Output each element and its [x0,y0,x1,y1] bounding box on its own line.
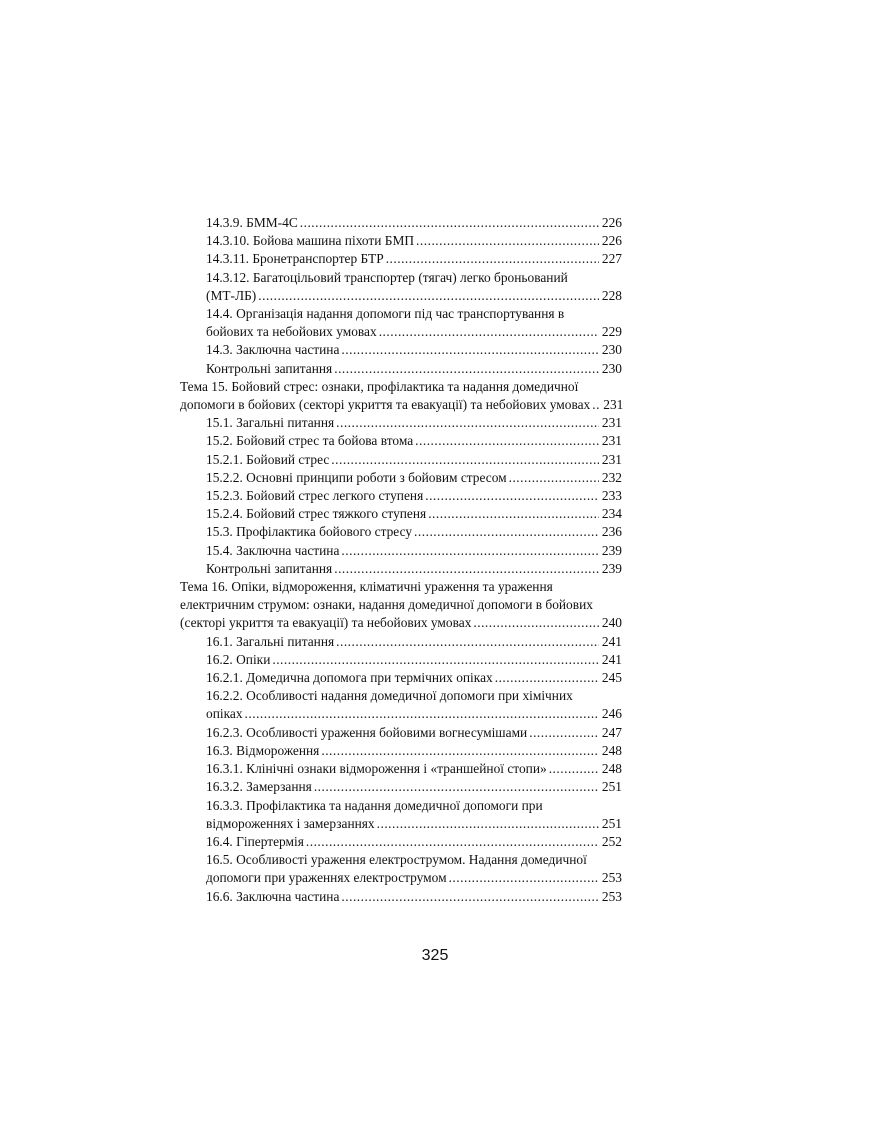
toc-entry-title: 15.3. Профілактика бойового стресу [206,524,413,540]
dot-leader [416,232,599,250]
toc-entry[interactable] [180,214,622,232]
dot-leader [314,778,599,796]
toc-entry-title-line: 16.2.2. Особливості надання домедичної допомоги при хімічних [206,688,573,704]
toc-page-number: 234 [601,506,622,522]
toc-entry-line [206,888,622,906]
toc-entry-title: 16.3.1. Клінічні ознаки відмороження і «траншейної стопи» [206,761,547,777]
toc-entry-title: 14.3.10. Бойова машина піхоти БМП [206,233,415,249]
toc-page-number: 248 [601,742,622,758]
toc-page-number: 229 [601,324,622,340]
toc-page-number: 241 [601,633,622,649]
toc-entry-line [206,833,622,851]
toc-entry-title: 16.2.1. Домедична допомога при термічних опіках [206,670,493,686]
toc-entry-line [206,669,622,687]
toc-entry-title: 16.2.3. Особливості ураження бойовими вогнесумішами [206,724,528,740]
toc-entry[interactable] [180,724,622,742]
toc-entry-line [206,360,622,378]
toc-entry-line [206,869,622,887]
dot-leader [415,432,599,450]
toc-entry-line [206,633,622,651]
dot-leader [321,742,599,760]
dot-leader [592,396,600,414]
toc-entry-line [206,323,622,341]
toc-entry-title: 15.1. Загальні питання [206,415,335,431]
toc-entry[interactable] [180,888,622,906]
dot-leader [379,323,599,341]
toc-entry-title: 16.4. Гіпертермія [206,833,304,849]
toc-entry-title-line: Тема 15. Бойовий стрес: ознаки, профілактика та надання домедичної [180,378,579,394]
dot-leader [300,214,599,232]
toc-entry-line [206,414,622,432]
dot-leader [529,724,599,742]
toc-entry-title-line: 14.3.12. Багатоцільовий транспортер (тягач) легко броньований [206,269,568,285]
dot-leader [341,888,599,906]
toc-page-number: 251 [601,779,622,795]
toc-entry-title: опіках [206,706,243,722]
toc-entry-title-line: Тема 16. Опіки, відмороження, кліматичні ураження та ураження [180,579,553,595]
toc-entry-line [206,742,622,760]
dot-leader [336,414,599,432]
dot-leader [428,505,599,523]
toc-entry-title: відмороженнях і замерзаннях [206,815,375,831]
toc-entry-line [206,542,622,560]
toc-entry[interactable] [180,250,622,268]
toc-page-number: 241 [601,651,622,667]
toc-entry-line [206,451,622,469]
toc-entry[interactable] [180,341,622,359]
toc-entry-line [180,614,622,632]
toc-entry[interactable] [180,451,622,469]
toc-page-number: 240 [601,615,622,631]
toc-entry[interactable] [180,523,622,541]
toc-entry[interactable] [180,360,622,378]
toc-entry-line [206,341,622,359]
toc-entry-line [206,705,622,723]
toc-entry-line [206,232,622,250]
toc-page-number: 247 [601,724,622,740]
toc-entry-title: 16.1. Загальні питання [206,633,335,649]
toc-entry-title: бойових та небойових умовах [206,324,377,340]
toc-page-number: 245 [601,670,622,686]
dot-leader [377,815,599,833]
dot-leader [306,833,599,851]
toc-entry[interactable] [180,633,622,651]
dot-leader [334,560,599,578]
toc-entry-line [180,396,622,414]
dot-leader [336,633,599,651]
dot-leader [549,760,599,778]
toc-entry[interactable] [180,505,622,523]
toc-entry-title: 15.2.2. Основні принципи роботи з бойовим стресом [206,469,507,485]
toc-entry[interactable] [180,778,622,796]
toc-entry[interactable] [180,797,622,833]
toc-page-number: 228 [601,287,622,303]
toc-entry-title: 16.6. Заключна частина [206,888,340,904]
toc-entry-title: 14.3.11. Бронетранспортер БТР [206,251,384,267]
toc-entry-title: 15.2.3. Бойовий стрес легкого ступеня [206,488,424,504]
toc-entry[interactable] [180,232,622,250]
toc-entry[interactable] [180,687,622,723]
toc-entry[interactable] [180,669,622,687]
dot-leader [245,705,599,723]
toc-entry[interactable] [180,469,622,487]
toc-page-number: 251 [601,815,622,831]
toc-entry[interactable] [180,833,622,851]
dot-leader [341,341,599,359]
toc-page-number: 227 [601,251,622,267]
toc-entry-title: Контрольні запитання [206,560,333,576]
toc-entry-title: 15.2. Бойовий стрес та бойова втома [206,433,414,449]
toc-page-number: 226 [601,215,622,230]
toc-entry-title: 14.3. Заключна частина [206,342,340,358]
toc-entry-line [206,214,622,232]
dot-leader [473,614,599,632]
toc-entry-line [206,724,622,742]
toc-entry[interactable] [180,578,622,633]
toc-entry-line [206,760,622,778]
toc-entry[interactable] [180,542,622,560]
toc-page-number: 239 [601,542,622,558]
toc-entry[interactable] [180,742,622,760]
toc-page-number: 232 [601,469,622,485]
dot-leader [509,469,599,487]
toc-entry-title: 16.2. Опіки [206,651,271,667]
toc-page-number: 246 [601,706,622,722]
toc-entry[interactable] [180,305,622,341]
toc-page-number: 236 [601,524,622,540]
dot-leader [331,451,599,469]
toc-entry-line [206,250,622,268]
toc-entry[interactable] [180,269,622,305]
toc-page-number: 230 [601,360,622,376]
toc-entry-title-line: 14.4. Організація надання допомоги під час транспортування в [206,306,565,322]
dot-leader [272,651,599,669]
toc-page-number: 239 [601,560,622,576]
toc-entry-line [206,487,622,505]
dot-leader [414,523,599,541]
toc-page-number: 226 [601,233,622,249]
toc-entry[interactable] [180,414,622,432]
dot-leader [449,869,599,887]
toc-page-number: 231 [601,415,622,431]
toc-entry-title: Контрольні запитання [206,360,333,376]
dot-leader [386,250,599,268]
toc-entry-line [206,505,622,523]
toc-entry-line [206,523,622,541]
toc-entry-line [206,815,622,833]
toc-page-number: 252 [601,833,622,849]
toc-entry-line [206,469,622,487]
toc-entry[interactable] [180,760,622,778]
toc-entry-title: 14.3.9. БММ-4С [206,215,298,230]
dot-leader [341,542,599,560]
toc-entry[interactable] [180,432,622,450]
table-of-contents [180,214,622,906]
toc-page-number: 231 [601,451,622,467]
toc-page-number: 231 [601,433,622,449]
toc-page-number: 248 [601,761,622,777]
toc-entry[interactable] [180,851,622,887]
page-number: 325 [421,947,449,964]
toc-page-number: 253 [601,870,622,886]
toc-entry[interactable] [180,378,622,414]
toc-entry-line [206,778,622,796]
toc-page-number: 233 [601,488,622,504]
toc-entry-title: 15.4. Заключна частина [206,542,340,558]
toc-entry-title: 15.2.4. Бойовий стрес тяжкого ступеня [206,506,427,522]
toc-entry-title: допомоги при ураженнях електрострумом [206,870,447,886]
dot-leader [334,360,599,378]
toc-page-number: 231 [603,397,624,413]
toc-entry-title: допомоги в бойових (секторі укриття та евакуації) та небойових умовах [180,397,591,413]
toc-entry-title: 15.2.1. Бойовий стрес [206,451,330,467]
dot-leader [495,669,599,687]
toc-entry-title: 16.3. Відмороження [206,742,320,758]
dot-leader [258,287,599,305]
toc-entry-title: (МТ-ЛБ) [206,287,257,303]
toc-entry-title: 16.3.2. Замерзання [206,779,312,795]
toc-entry-title-line: електричним струмом: ознаки, надання домедичної допомоги в бойових [180,597,593,613]
dot-leader [425,487,599,505]
toc-entry[interactable] [180,487,622,505]
toc-entry-title-line: 16.3.3. Профілактика та надання домедичної допомоги при [206,797,543,813]
toc-entry-line [206,651,622,669]
toc-entry-title-line: 16.5. Особливості ураження електрострумом. Надання домедичної [206,852,587,868]
toc-entry-line [206,432,622,450]
toc-entry[interactable] [180,560,622,578]
toc-entry[interactable] [180,651,622,669]
toc-entry-title: (секторі укриття та евакуації) та небойових умовах [180,615,472,631]
toc-entry-line [206,560,622,578]
toc-page-number: 253 [601,888,622,904]
toc-entry-line [206,287,622,305]
toc-page-number: 230 [601,342,622,358]
